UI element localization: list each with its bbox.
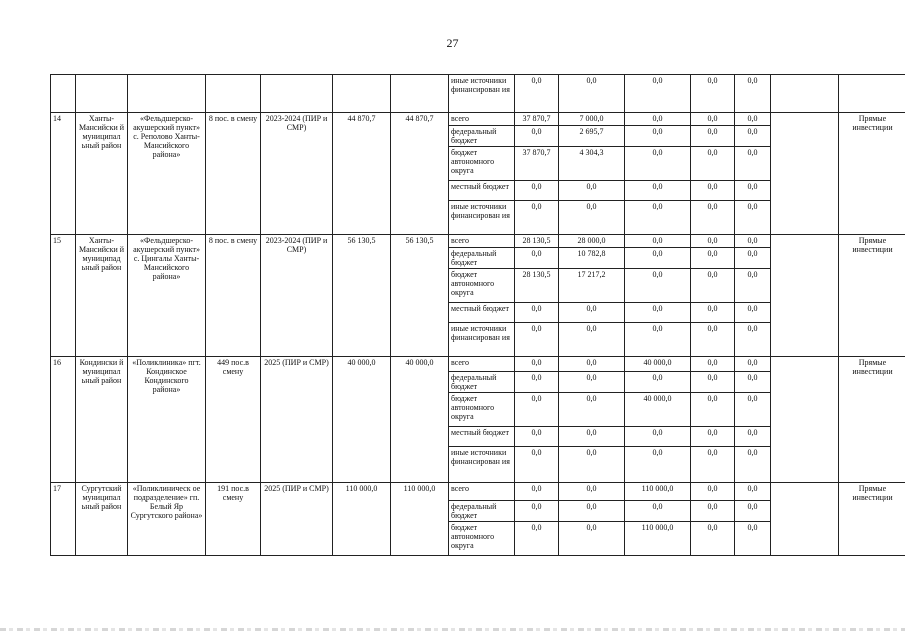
empty-cell <box>128 75 206 113</box>
financing-value: 0,0 <box>691 427 735 447</box>
financing-value: 0,0 <box>559 483 625 501</box>
table-row <box>51 357 905 372</box>
financing-label: бюджет автономного округа <box>449 269 515 303</box>
financing-value: 0,0 <box>515 75 559 113</box>
empty-cell <box>51 75 76 113</box>
financing-value: 0,0 <box>559 181 625 201</box>
period-cell: 2025 (ПИР и СМР) <box>261 357 333 483</box>
empty-cell <box>839 75 905 113</box>
financing-value: 0,0 <box>691 248 735 269</box>
object-name-cell: «Поликлиника» пгт. Кондинское Кондинского района» <box>128 357 206 483</box>
object-name-cell: «Поликлиническ ое подразделение» гп. Белый Яр Сургутского района» <box>128 483 206 556</box>
financing-value: 0,0 <box>691 372 735 393</box>
empty-cell <box>333 75 391 113</box>
financing-value: 0,0 <box>735 372 771 393</box>
financing-value: 0,0 <box>515 522 559 556</box>
financing-value: 0,0 <box>625 147 691 181</box>
empty-cell <box>391 75 449 113</box>
municipality-cell: Ханты-Мансийски й муниципал ьный район <box>76 113 128 235</box>
investment-form-cell: Прямые инвестиции <box>839 113 905 235</box>
financing-value: 0,0 <box>735 447 771 483</box>
total-cost-cell: 56 130,5 <box>333 235 391 357</box>
financing-value: 0,0 <box>515 501 559 522</box>
financing-value: 0,0 <box>735 303 771 323</box>
financing-label: федеральный бюджет <box>449 501 515 522</box>
financing-value: 0,0 <box>515 372 559 393</box>
financing-value: 40 000,0 <box>625 357 691 372</box>
financing-label: всего <box>449 483 515 501</box>
financing-value: 0,0 <box>691 522 735 556</box>
financing-value: 28 130,5 <box>515 269 559 303</box>
financing-value: 0,0 <box>735 483 771 501</box>
remaining-cost-cell: 110 000,0 <box>391 483 449 556</box>
financing-value: 0,0 <box>735 181 771 201</box>
financing-value: 0,0 <box>625 323 691 357</box>
financing-value: 0,0 <box>625 501 691 522</box>
financing-value: 0,0 <box>735 201 771 235</box>
remaining-cost-cell: 56 130,5 <box>391 235 449 357</box>
financing-value: 0,0 <box>691 201 735 235</box>
spacer-cell <box>771 235 839 357</box>
financing-value: 110 000,0 <box>625 522 691 556</box>
financing-value: 4 304,3 <box>559 147 625 181</box>
table-body <box>51 75 905 556</box>
financing-label: федеральный бюджет <box>449 372 515 393</box>
spacer-cell <box>771 483 839 556</box>
object-name-cell: «Фельдшерско-акушерский пункт» с. Цингалы Ханты-Мансийского района» <box>128 235 206 357</box>
financing-value: 0,0 <box>515 427 559 447</box>
remaining-cost-cell: 40 000,0 <box>391 357 449 483</box>
object-name-cell: «Фельдшерско-акушерский пункт» с. Реполово Ханты-Мансийского района» <box>128 113 206 235</box>
financing-value: 0,0 <box>625 303 691 323</box>
table-row <box>51 235 905 248</box>
financing-value: 0,0 <box>515 248 559 269</box>
financing-label: иные источники финансирован ия <box>449 447 515 483</box>
financing-value: 0,0 <box>559 357 625 372</box>
financing-value: 0,0 <box>559 447 625 483</box>
financing-value: 0,0 <box>625 75 691 113</box>
financing-value: 0,0 <box>515 483 559 501</box>
financing-value: 0,0 <box>559 323 625 357</box>
financing-value: 0,0 <box>515 303 559 323</box>
empty-cell <box>771 75 839 113</box>
financing-value: 0,0 <box>559 75 625 113</box>
financing-value: 0,0 <box>625 201 691 235</box>
financing-value: 0,0 <box>515 126 559 147</box>
financing-value: 0,0 <box>735 147 771 181</box>
financing-value: 0,0 <box>735 235 771 248</box>
financing-label: бюджет автономного округа <box>449 147 515 181</box>
table-row <box>51 113 905 126</box>
financing-value: 0,0 <box>691 181 735 201</box>
total-cost-cell: 44 870,7 <box>333 113 391 235</box>
period-cell: 2023-2024 (ПИР и СМР) <box>261 235 333 357</box>
financing-value: 0,0 <box>625 113 691 126</box>
empty-cell <box>261 75 333 113</box>
investment-table <box>50 74 905 556</box>
financing-value: 0,0 <box>625 269 691 303</box>
page-number: 27 <box>446 36 459 50</box>
financing-value: 0,0 <box>735 248 771 269</box>
financing-value: 0,0 <box>691 147 735 181</box>
financing-value: 10 782,8 <box>559 248 625 269</box>
financing-value: 0,0 <box>691 235 735 248</box>
table-row <box>51 75 905 113</box>
investment-form-cell: Прямые инвестиции <box>839 483 905 556</box>
financing-value: 0,0 <box>691 393 735 427</box>
financing-label: бюджет автономного округа <box>449 522 515 556</box>
financing-value: 0,0 <box>691 357 735 372</box>
financing-label: федеральный бюджет <box>449 248 515 269</box>
financing-value: 110 000,0 <box>625 483 691 501</box>
financing-label: иные источники финансирован ия <box>449 75 515 113</box>
municipality-cell: Ханты-Мансийски й муниципад ьный район <box>76 235 128 357</box>
financing-value: 0,0 <box>515 357 559 372</box>
financing-label: местный бюджет <box>449 181 515 201</box>
financing-value: 0,0 <box>735 522 771 556</box>
financing-label: всего <box>449 357 515 372</box>
financing-value: 0,0 <box>515 323 559 357</box>
financing-value: 0,0 <box>691 126 735 147</box>
financing-value: 0,0 <box>559 393 625 427</box>
capacity-cell: 191 пос.в смену <box>206 483 261 556</box>
financing-value: 0,0 <box>691 323 735 357</box>
table-row <box>51 483 905 501</box>
financing-label: местный бюджет <box>449 303 515 323</box>
financing-label: местный бюджет <box>449 427 515 447</box>
row-number: 17 <box>51 483 76 556</box>
financing-value: 0,0 <box>735 323 771 357</box>
period-cell: 2023-2024 (ПИР и СМР) <box>261 113 333 235</box>
financing-value: 0,0 <box>625 427 691 447</box>
financing-value: 0,0 <box>559 427 625 447</box>
financing-value: 0,0 <box>691 269 735 303</box>
financing-label: всего <box>449 235 515 248</box>
financing-value: 0,0 <box>625 248 691 269</box>
financing-value: 37 870,7 <box>515 113 559 126</box>
financing-value: 0,0 <box>625 235 691 248</box>
municipality-cell: Кондински й муниципал ьный район <box>76 357 128 483</box>
financing-value: 0,0 <box>735 357 771 372</box>
financing-value: 0,0 <box>515 447 559 483</box>
financing-value: 2 695,7 <box>559 126 625 147</box>
financing-value: 0,0 <box>691 75 735 113</box>
financing-value: 17 217,2 <box>559 269 625 303</box>
financing-value: 0,0 <box>625 181 691 201</box>
financing-value: 0,0 <box>559 201 625 235</box>
financing-value: 0,0 <box>559 372 625 393</box>
financing-value: 0,0 <box>625 126 691 147</box>
remaining-cost-cell: 44 870,7 <box>391 113 449 235</box>
financing-value: 0,0 <box>735 113 771 126</box>
capacity-cell: 449 пос.в смену <box>206 357 261 483</box>
period-cell: 2025 (ПИР и СМР) <box>261 483 333 556</box>
total-cost-cell: 110 000,0 <box>333 483 391 556</box>
financing-value: 0,0 <box>515 393 559 427</box>
financing-value: 28 000,0 <box>559 235 625 248</box>
financing-value: 0,0 <box>625 447 691 483</box>
financing-label: иные источники финансирован ия <box>449 201 515 235</box>
financing-value: 0,0 <box>625 372 691 393</box>
empty-cell <box>76 75 128 113</box>
empty-cell <box>206 75 261 113</box>
financing-label: федеральный бюджет <box>449 126 515 147</box>
spacer-cell <box>771 357 839 483</box>
row-number: 15 <box>51 235 76 357</box>
financing-value: 0,0 <box>735 269 771 303</box>
total-cost-cell: 40 000,0 <box>333 357 391 483</box>
spacer-cell <box>771 113 839 235</box>
financing-value: 0,0 <box>735 393 771 427</box>
financing-value: 0,0 <box>559 522 625 556</box>
financing-value: 28 130,5 <box>515 235 559 248</box>
municipality-cell: Сургутский муниципал ьный район <box>76 483 128 556</box>
financing-value: 37 870,7 <box>515 147 559 181</box>
investment-form-cell: Прямые инвестиции <box>839 357 905 483</box>
financing-value: 40 000,0 <box>625 393 691 427</box>
financing-label: бюджет автономного округа <box>449 393 515 427</box>
financing-label: всего <box>449 113 515 126</box>
financing-value: 0,0 <box>559 303 625 323</box>
financing-value: 0,0 <box>735 75 771 113</box>
financing-value: 0,0 <box>735 501 771 522</box>
financing-value: 0,0 <box>691 501 735 522</box>
financing-value: 0,0 <box>691 447 735 483</box>
financing-value: 0,0 <box>515 181 559 201</box>
row-number: 16 <box>51 357 76 483</box>
investment-form-cell: Прямые инвестиции <box>839 235 905 357</box>
financing-value: 0,0 <box>691 483 735 501</box>
financing-label: иные источники финансирован ия <box>449 323 515 357</box>
financing-value: 0,0 <box>559 501 625 522</box>
financing-value: 0,0 <box>691 113 735 126</box>
capacity-cell: 8 пос. в смену <box>206 113 261 235</box>
financing-value: 0,0 <box>735 427 771 447</box>
financing-value: 0,0 <box>691 303 735 323</box>
capacity-cell: 8 пос. в смену <box>206 235 261 357</box>
row-number: 14 <box>51 113 76 235</box>
financing-value: 0,0 <box>735 126 771 147</box>
financing-value: 7 000,0 <box>559 113 625 126</box>
financing-value: 0,0 <box>515 201 559 235</box>
scan-artifact-line <box>0 628 905 631</box>
